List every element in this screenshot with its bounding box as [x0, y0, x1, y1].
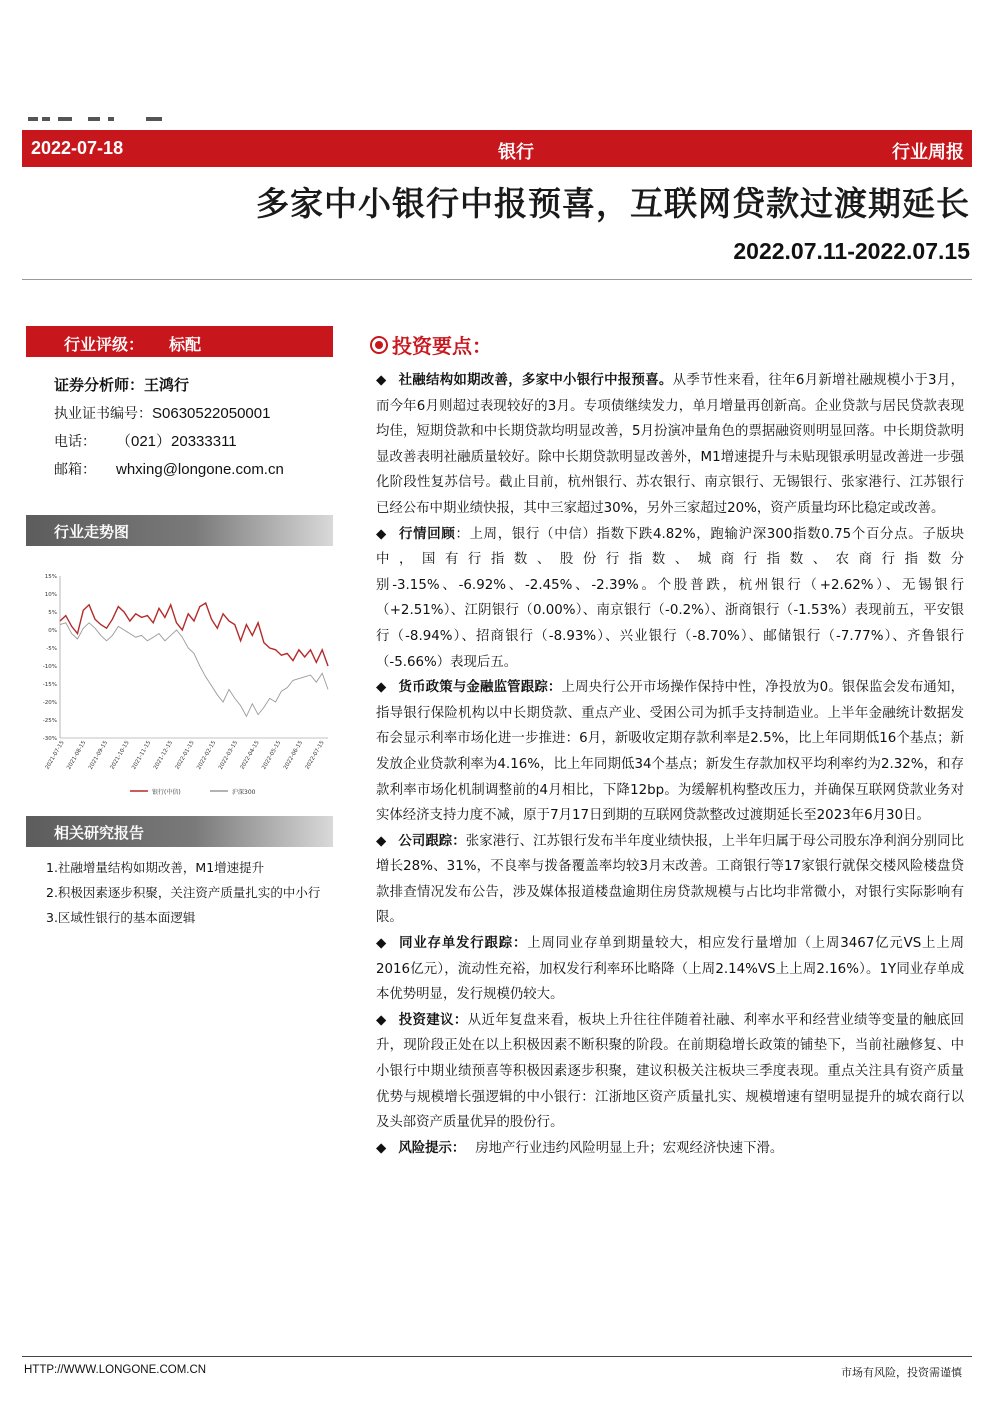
phone-number: （021）20333311: [116, 433, 237, 450]
chart-y-tick-label: 10%: [44, 592, 57, 598]
chart-x-tick-label: 2022-02-15: [196, 740, 218, 771]
footer-divider: [22, 1356, 972, 1357]
diamond-bullet-icon: ◆: [376, 833, 387, 849]
diamond-bullet-icon: ◆: [376, 373, 387, 388]
legend-label: 沪深300: [232, 789, 256, 796]
key-point-lead: 风险提示：: [398, 1140, 466, 1156]
chart-x-tick-label: 2021-07-15: [44, 740, 66, 771]
diamond-bullet-icon: ◆: [376, 526, 388, 542]
title-divider: [22, 279, 972, 280]
email-address[interactable]: whxing@longone.com.cn: [116, 461, 284, 478]
key-points-body: [376, 368, 964, 1161]
report-date: 2022-07-18: [31, 138, 124, 158]
related-report-item[interactable]: 1.社融增量结构如期改善，M1增速提升: [46, 860, 265, 875]
trend-heading: [26, 515, 333, 546]
footer-url[interactable]: HTTP://WWW.LONGONE.COM.CN: [24, 1364, 207, 1376]
key-point: [376, 1008, 964, 1136]
chart-x-tick-label: 2021-11-15: [131, 740, 153, 771]
rating-label: 行业评级：: [64, 335, 145, 354]
report-type: 行业周报: [892, 142, 964, 162]
header-logo-fragment: [28, 116, 168, 122]
chart-y-tick-label: -15%: [42, 682, 57, 688]
related-heading: [26, 816, 333, 847]
report-period: 2022.07.11-2022.07.15: [733, 238, 970, 264]
chart-x-tick-label: 2022-04-15: [239, 740, 261, 771]
chart-x-tick-label: 2022-07-15: [304, 740, 326, 771]
sector-label: 银行: [498, 142, 534, 162]
email-label: 邮箱：: [54, 462, 96, 478]
key-point-lead: 货币政策与金融监管跟踪：: [398, 680, 562, 696]
key-point-text: 从近年复盘来看，板块上升往往伴随着社融、利率水平和经营业绩等变量的触底回升，现阶段正处在以上积极因素不断积聚的阶段。在前期稳增长政策的铺垫下，当前社融修复、中小银行中期业绩预喜等积极因素逐步积聚，建议积极关注板块三季度表现。重点关注具有资产质量优势与规模增长强逻辑的中小银行：江浙地区资产质量扎实、规模增速有望明显提升的城农商行以及头部资产质量优异的股份行。: [376, 1012, 965, 1131]
chart-y-tick-label: -25%: [42, 718, 57, 724]
chart-y-tick-label: -20%: [42, 700, 57, 706]
chart-y-tick-label: -10%: [42, 664, 57, 670]
key-point-lead: 公司跟踪：: [398, 833, 466, 849]
chart-y-tick-label: 15%: [44, 574, 57, 580]
key-point-text: 从季节性来看，往年6月新增社融规模小于3月，而今年6月则超过表现较好的3月。专项债继续发力，单月增量再创新高。企业贷款与居民贷款表现均佳，短期贷款和中长期贷款均明显改善，5月扮演冲量角色的票据融资则明显回落。中长期贷款明显改善表明社融质量较好。除中长期贷款明显改善外，M1增速提升与未贴现银承明显改善进一步强化阶段性复苏信号。截止目前，杭州银行、苏农银行、南京银行、无锡银行、张家港行、江苏银行已经公布中期业绩快报，其中三家超过30%，另外三家超过20%，资产质量均环比稳定或改善。: [376, 373, 964, 516]
analyst-name: 王鸿行: [144, 376, 190, 394]
chart-y-tick-label: 5%: [48, 610, 57, 616]
rating-value: 标配: [169, 335, 202, 354]
diamond-bullet-icon: ◆: [376, 936, 388, 952]
key-point: [376, 829, 964, 931]
industry-trend-chart: [30, 570, 335, 800]
diamond-bullet-icon: ◆: [376, 1140, 387, 1156]
chart-x-tick-label: 2021-12-15: [152, 740, 175, 771]
key-point: [376, 368, 964, 522]
header-bar: [22, 130, 972, 167]
key-point-lead: 投资建议：: [398, 1012, 468, 1028]
chart-x-tick-label: 2021-09-15: [87, 740, 110, 771]
diamond-bullet-icon: ◆: [376, 1012, 387, 1028]
industry-rating: [26, 326, 333, 357]
chart-x-tick-label: 2021-10-15: [109, 740, 131, 771]
key-point: [376, 1136, 964, 1162]
legend-label: 银行(中信): [152, 789, 181, 796]
report-title: 多家中小银行中报预喜，互联网贷款过渡期延长: [256, 184, 970, 223]
chart-y-tick-label: -30%: [42, 736, 57, 742]
key-point-text: 上周同业存单到期量较大，相应发行量增加（上周3467亿元VS上上周2016亿元），流动性充裕，加权发行利率环比略降（上周2.14%VS上上周2.16%）。1Y同业存单成本优势明显，发行规模仍较大。: [376, 936, 964, 1003]
footer-disclaimer: 市场有风险，投资需谨慎: [841, 1366, 962, 1379]
chart-x-tick-label: 2021-08-15: [66, 740, 88, 771]
key-point-lead: 同业存单发行跟踪：: [399, 936, 528, 952]
key-point-text: 张家港行、江苏银行发布半年度业绩快报，上半年归属于母公司股东净利润分别同比增长28%、31%，不良率与拨备覆盖率均较3月末改善。工商银行等17家银行就保交楼风险楼盘贷款排查情况发布公告，涉及媒体报道楼盘逾期住房贷款规模与占比均非常微小，对银行实际影响有限。: [376, 833, 964, 926]
key-point: [376, 931, 964, 1008]
key-point: [376, 675, 964, 829]
chart-y-tick-label: 0%: [48, 628, 57, 634]
chart-x-tick-label: 2022-05-15: [261, 740, 283, 771]
cert-label: 执业证书编号：: [54, 406, 152, 422]
key-point-text: 房地产行业违约风险明显上升；宏观经济快速下滑。: [475, 1140, 784, 1156]
related-reports-list: [46, 855, 331, 930]
cert-number: S0630522050001: [152, 405, 271, 422]
chart-x-tick-label: 2022-01-15: [174, 740, 196, 771]
key-points-heading-text: 投资要点：: [392, 334, 492, 358]
related-report-item[interactable]: 2.积极因素逐步积聚，关注资产质量扎实的中小行: [46, 885, 321, 900]
key-point-text: 上周央行公开市场操作保持中性，净投放为0。银保监会发布通知，指导银行保险机构以中长期贷款、重点产业、受困公司为抓手支持制造业。上半年金融统计数据发布会显示利率市场化进一步推进：6月，新吸收定期存款利率是2.5%，比上年同期低16个基点；新发放企业贷款利率为4.16%，比上年同期低34个基点；新发生存款加权平均利率约为2.32%，和存款利率市场化机制调整前的4月相比，下降12bp。为缓解机构整改压力，并确保互联网贷款业务对实体经济支持力度不减，原于7月17日到期的互联网贷款整改过渡期延长至2023年6月30日。: [376, 680, 964, 824]
phone-label: 电话：: [54, 434, 96, 450]
series-line-csi300: [60, 623, 328, 717]
key-point-text: ：上周，银行（中信）指数下跌4.82%，跑输沪深300指数0.75个百分点。子版块中，国有行指数、股份行指数、城商行指数、农商行指数分别-3.15%、-6.92%、-2.45%、-2.39%。个股普跌，杭州银行（+2.62%）、无锡银行（+2.51%）、江阴银行（0.00%）、南京银行（-0.2%）、浙商银行（-1.53%）表现前五，平安银行（-8.94%）、招商银行（-8.93%）、兴业银行（-8.70%）、邮储银行（-7.77%）、齐鲁银行（-5.66%）表现后五。: [376, 526, 964, 670]
target-icon: [370, 336, 388, 354]
diamond-bullet-icon: ◆: [376, 680, 387, 696]
chart-y-tick-label: -5%: [46, 646, 57, 652]
analyst-name-label: 证券分析师：: [54, 376, 145, 394]
analyst-info: [54, 372, 284, 484]
key-points-heading: [370, 330, 492, 359]
key-point: [376, 522, 964, 676]
key-point-lead: 社融结构如期改善，多家中小银行中报预喜。: [398, 373, 673, 388]
key-point-lead: 行情回顾: [399, 526, 456, 542]
related-heading-text: 相关研究报告: [54, 824, 145, 842]
trend-heading-text: 行业走势图: [54, 523, 130, 541]
related-report-item[interactable]: 3.区域性银行的基本面逻辑: [46, 910, 196, 925]
chart-x-tick-label: 2022-03-15: [217, 740, 240, 771]
chart-x-tick-label: 2022-06-15: [282, 740, 305, 771]
